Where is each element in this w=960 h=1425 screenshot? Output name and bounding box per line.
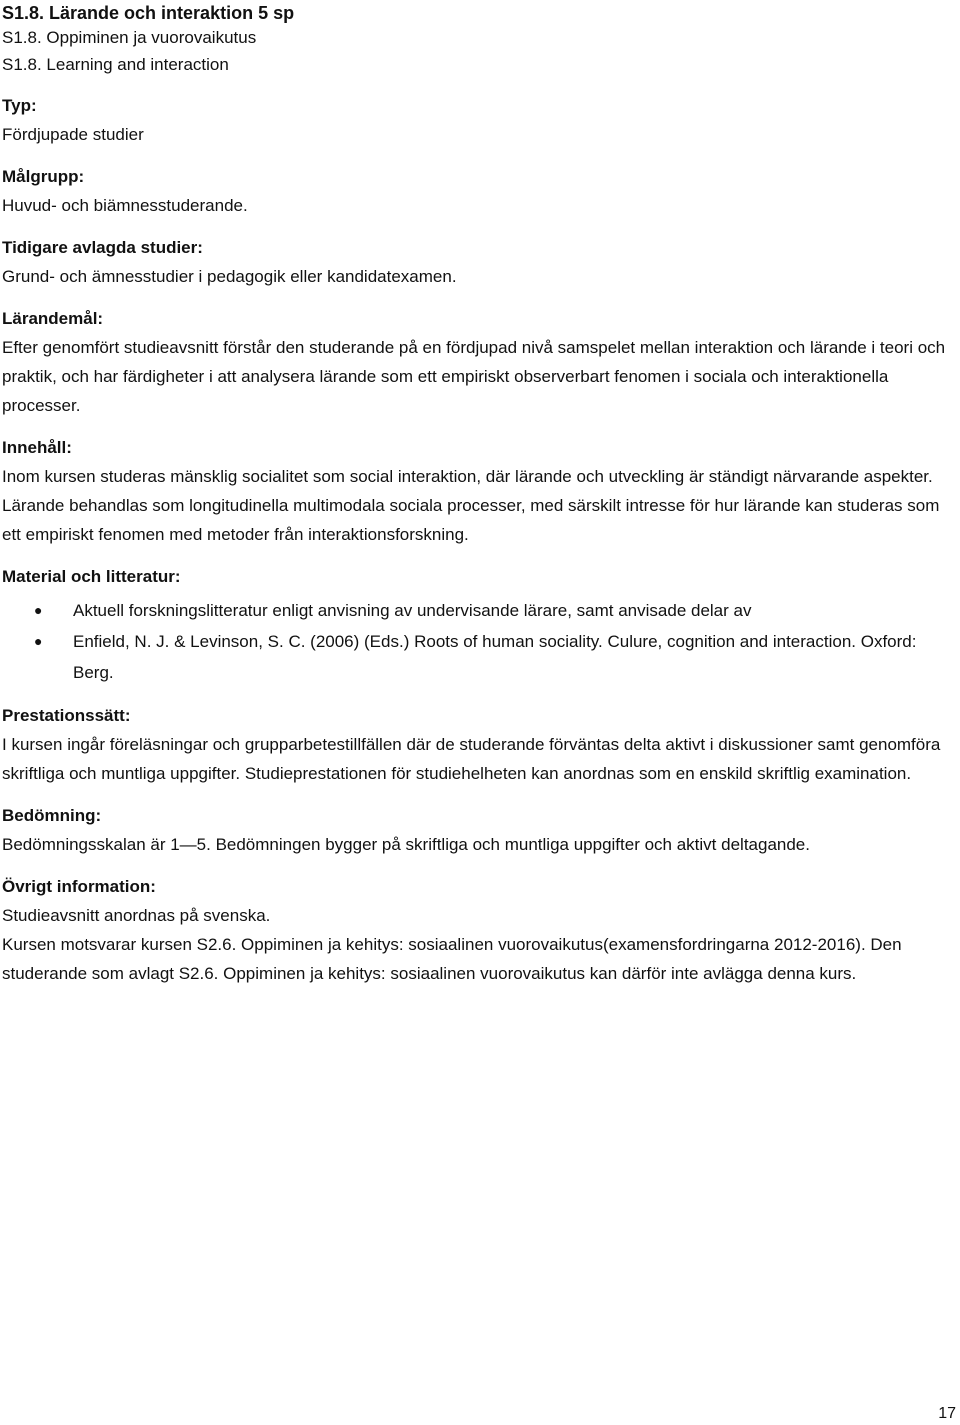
bullet-icon: ● <box>34 602 43 618</box>
section-heading: Prestationssätt: <box>2 706 131 725</box>
page-number: 17 <box>938 1405 956 1422</box>
section-heading: Tidigare avlagda studier: <box>2 238 203 257</box>
list-item <box>2 626 952 688</box>
section-larandemal <box>2 305 952 420</box>
section-text: Efter genomfört studieavsnitt förstår den studerande på en fördjupad nivå samspelet mellan interaktion och lärande i teori och praktik, och har färdigheter i att analysera lärande som ett empiriskt observerbart fenomen i sociala och interaktionella processer. <box>2 338 946 415</box>
document-page <box>2 0 952 988</box>
section-heading: Lärandemål: <box>2 309 104 328</box>
section-text: Huvud- och biämnesstuderande. <box>2 196 248 215</box>
section-typ <box>2 92 952 149</box>
section-prestationssatt <box>2 702 952 788</box>
section-ovrigt <box>2 873 952 988</box>
list-item <box>2 595 952 626</box>
section-bedomning <box>2 802 952 859</box>
section-text: Kursen motsvarar kursen S2.6. Oppiminen ja kehitys: sosiaalinen vuorovaikutus(examensfordringarna 2012-2016). Den studerande som avlagt S2.6. Oppiminen ja kehitys: sosiaalinen vuorovaikutus kan därför inte avlägga denna kurs. <box>2 935 902 983</box>
course-header <box>2 2 952 78</box>
section-text: Grund- och ämnesstudier i pedagogik eller kandidatexamen. <box>2 267 457 286</box>
course-title-finnish: S1.8. Oppiminen ja vuorovaikutus <box>2 28 257 47</box>
list-item-text: Enfield, N. J. & Levinson, S. C. (2006) (Eds.) Roots of human sociality. Culure, cognition and interaction. Oxford: Berg. <box>73 632 917 682</box>
section-malgrupp <box>2 163 952 220</box>
section-text-line: Studieavsnitt anordnas på svenska. <box>2 906 271 925</box>
literature-list <box>2 595 952 688</box>
section-material <box>2 563 952 688</box>
section-heading: Övrigt information: <box>2 877 156 896</box>
section-heading: Material och litteratur: <box>2 567 181 586</box>
section-heading: Bedömning: <box>2 806 102 825</box>
section-heading: Typ: <box>2 96 37 115</box>
section-text: Fördjupade studier <box>2 125 144 144</box>
section-text: Inom kursen studeras mänsklig socialitet som social interaktion, där lärande och utveckling är ständigt närvarande aspekter. Lärande behandlas som longitudinella multimodala sociala processer, med särskilt intresse för hur lärande kan studeras som ett empiriskt fenomen med metoder från interaktionsforskning. <box>2 467 940 544</box>
course-title-english: S1.8. Learning and interaction <box>2 55 229 74</box>
section-heading: Innehåll: <box>2 438 72 457</box>
course-title-swedish: S1.8. Lärande och interaktion 5 sp <box>2 3 295 23</box>
section-text: I kursen ingår föreläsningar och grupparbetestillfällen där de studerande förväntas delta aktivt i diskussioner samt genomföra skriftliga och muntliga uppgifter. Studieprestationen för studiehelheten kan anordnas som en enskild skriftlig examination. <box>2 735 941 783</box>
section-tidigare-studier <box>2 234 952 291</box>
list-item-text: Aktuell forskningslitteratur enligt anvisning av undervisande lärare, samt anvisade delar av <box>73 601 752 620</box>
bullet-icon: ● <box>34 633 43 649</box>
section-heading: Målgrupp: <box>2 167 85 186</box>
section-innehall <box>2 434 952 549</box>
section-text: Bedömningsskalan är 1—5. Bedömningen bygger på skriftliga och muntliga uppgifter och aktivt deltagande. <box>2 835 810 854</box>
